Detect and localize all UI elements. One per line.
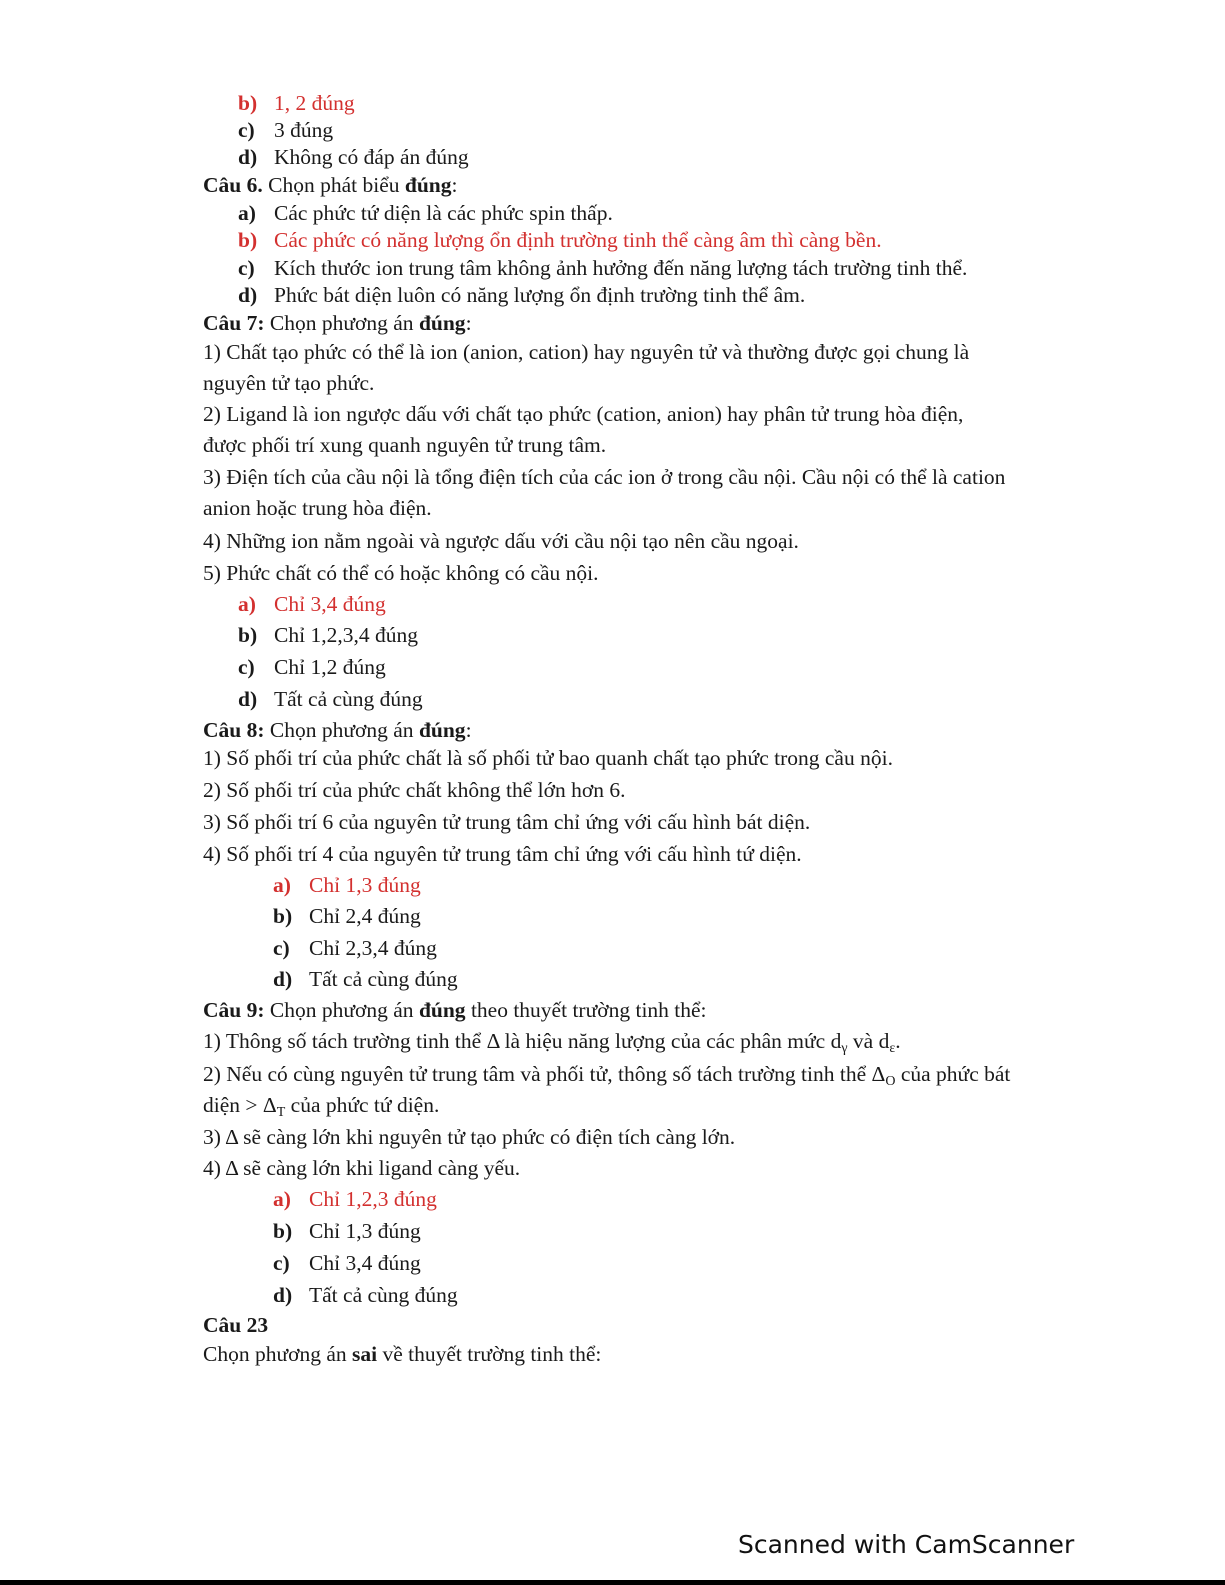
- q9-heading: Câu 9: Chọn phương án đúng theo thuyết trường tinh thể:: [203, 998, 707, 1022]
- q8-option-a: a) Chỉ 1,3 đúng: [273, 873, 421, 897]
- q23-heading: Câu 23: [203, 1313, 269, 1337]
- q6-option-c: c) Kích thước ion trung tâm không ảnh hưởng đến năng lượng tách trường tinh thể.: [238, 256, 968, 280]
- q23-prompt: Chọn phương án sai về thuyết trường tinh thể:: [203, 1342, 602, 1366]
- q9-statement-2a: 2) Nếu có cùng nguyên tử trung tâm và phối tử, thông số tách trường tinh thể $\Delta_O$ của phức bát: [203, 1062, 1011, 1089]
- q7-statement-4: 4) Những ion nằm ngoài và ngược dấu với cầu nội tạo nên cầu ngoại.: [203, 529, 799, 553]
- camscanner-watermark: Scanned with CamScanner: [738, 1530, 1075, 1559]
- q9-statement-1: 1) Thông số tách trường tinh thể Δ là hiệu năng lượng của các phân mức $d_\gamma$ và $d_\varepsilon$.: [203, 1029, 901, 1056]
- q8-option-c: c) Chỉ 2,3,4 đúng: [273, 936, 437, 960]
- q5-option-b: b) 1, 2 đúng: [238, 91, 355, 115]
- q8-statement-3: 3) Số phối trí 6 của nguyên tử trung tâm chỉ ứng với cấu hình bát diện.: [203, 810, 811, 834]
- q7-statement-3a: 3) Điện tích của cầu nội là tổng điện tích của các ion ở trong cầu nội. Cầu nội có thể là cation: [203, 465, 1006, 489]
- q9-option-d: d) Tất cả cùng đúng: [273, 1283, 458, 1307]
- q9-statement-2b: diện > $\Delta_T$ của phức tứ diện.: [203, 1093, 440, 1120]
- q7-heading: Câu 7: Chọn phương án đúng:: [203, 311, 472, 335]
- q8-heading: Câu 8: Chọn phương án đúng:: [203, 718, 472, 742]
- q9-option-a: a) Chỉ 1,2,3 đúng: [273, 1187, 437, 1211]
- q5-option-d: d) Không có đáp án đúng: [238, 145, 469, 169]
- q6-option-a: a) Các phức tứ diện là các phức spin thấp.: [238, 201, 613, 225]
- q7-option-b: b) Chỉ 1,2,3,4 đúng: [238, 623, 418, 647]
- q7-statement-1a: 1) Chất tạo phức có thể là ion (anion, cation) hay nguyên tử và thường được gọi chung là: [203, 340, 970, 364]
- q6-heading: Câu 6. Chọn phát biểu đúng:: [203, 173, 458, 197]
- q7-option-c: c) Chỉ 1,2 đúng: [238, 655, 386, 679]
- q9-option-b: b) Chỉ 1,3 đúng: [273, 1219, 421, 1243]
- q6-option-d: d) Phức bát diện luôn có năng lượng ổn định trường tinh thể âm.: [238, 283, 806, 307]
- q8-option-d: d) Tất cả cùng đúng: [273, 967, 458, 991]
- q8-statement-1: 1) Số phối trí của phức chất là số phối tử bao quanh chất tạo phức trong cầu nội.: [203, 746, 893, 770]
- q7-option-d: d) Tất cả cùng đúng: [238, 687, 423, 711]
- q7-statement-2a: 2) Ligand là ion ngược dấu với chất tạo phức (cation, anion) hay phân tử trung hòa điện,: [203, 402, 964, 426]
- q9-statement-3: 3) Δ sẽ càng lớn khi nguyên tử tạo phức có điện tích càng lớn.: [203, 1125, 736, 1149]
- q7-option-a: a) Chỉ 3,4 đúng: [238, 592, 386, 616]
- q7-statement-5: 5) Phức chất có thể có hoặc không có cầu nội.: [203, 561, 599, 585]
- q9-statement-4: 4) Δ sẽ càng lớn khi ligand càng yếu.: [203, 1156, 521, 1180]
- q7-statement-1b: nguyên tử tạo phức.: [203, 371, 375, 395]
- q7-statement-3b: anion hoặc trung hòa điện.: [203, 496, 432, 520]
- q8-option-b: b) Chỉ 2,4 đúng: [273, 904, 421, 928]
- q6-option-b: b) Các phức có năng lượng ổn định trường tinh thể càng âm thì càng bền.: [238, 228, 882, 252]
- q8-statement-4: 4) Số phối trí 4 của nguyên tử trung tâm chỉ ứng với cấu hình tứ diện.: [203, 842, 802, 866]
- q8-statement-2: 2) Số phối trí của phức chất không thể lớn hơn 6.: [203, 778, 626, 802]
- q9-option-c: c) Chỉ 3,4 đúng: [273, 1251, 421, 1275]
- page-bottom-edge: [0, 1580, 1225, 1585]
- q5-option-c: c) 3 đúng: [238, 118, 334, 142]
- q7-statement-2b: được phối trí xung quanh nguyên tử trung tâm.: [203, 433, 607, 457]
